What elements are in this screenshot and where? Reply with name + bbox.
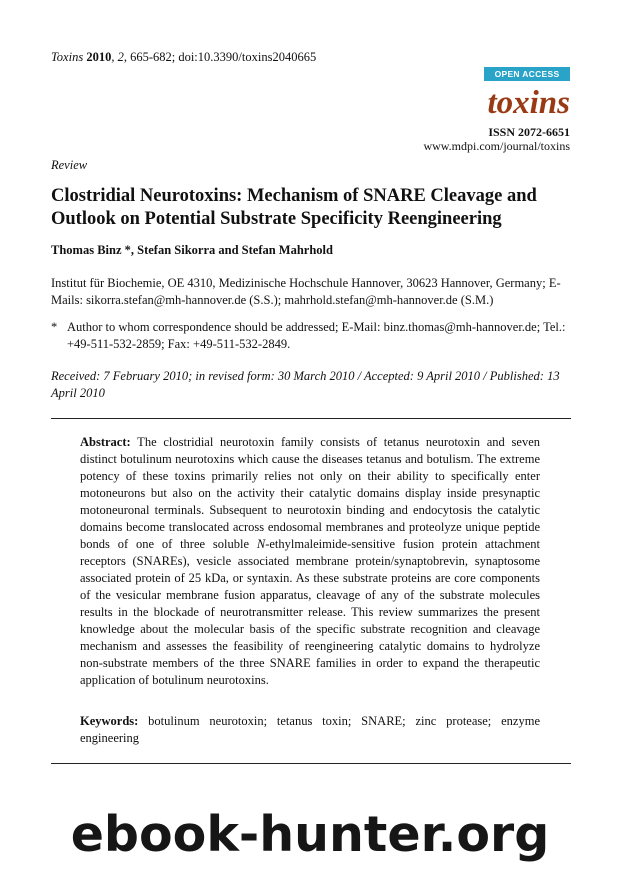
affiliation: Institut für Biochemie, OE 4310, Medizinische Hochschule Hannover, 30623 Hannover, Germany; E-Mails: sikorra.stefan@mh-hannover.de (S.S.); mahrhold.stefan@mh-hannover.de (S.M.): [51, 276, 561, 307]
bottom-divider: [51, 763, 571, 764]
citation-line: Toxins 2010, 2, 665-682; doi:10.3390/toxins2040665: [51, 50, 317, 64]
watermark: ebook-hunter.org: [70, 806, 550, 863]
publication-dates: Received: 7 February 2010; in revised form: 30 March 2010 / Accepted: 9 April 2010 / Published: 13 April 2010: [51, 369, 560, 400]
top-divider: [51, 418, 571, 419]
correspondence-text: Author to whom correspondence should be addressed; E-Mail: binz.thomas@mh-hannover.de; Tel.: +49-511-532-2859; Fax: +49-511-532-2849.: [67, 320, 566, 351]
author-list: Thomas Binz *, Stefan Sikorra and Stefan Mahrhold: [51, 243, 333, 257]
abstract: Abstract: The clostridial neurotoxin family consists of tetanus neurotoxin and seven distinct botulinum neurotoxins which cause the diseases tetanus and botulism. The extreme potency of these toxins primarily relies not only on their ability to specifically enter motoneurons but also on the activity their catalytic domains display inside presynaptic motoneuronal terminals. Subsequent to neurotoxin binding and endocytosis the catalytic domains become translocated across endosomal membranes and proteolyze unique peptide bonds of one of three soluble N-ethylmaleimide-sensitive fusion protein attachment receptors (SNAREs), vesicle associated membrane protein/synaptobrevin, synaptosome associated protein of 25 kDa, or syntaxin. As these substrate proteins are core components of the vesicular membrane fusion apparatus, cleavage of any of the substrate molecules results in the blockade of neurotransmitter release. This review summarizes the present knowledge about the molecular basis of the specific substrate recognition and cleavage mechanism and assesses the feasibility of reengineering catalytic domains to hydrolyze non-substrate members of the three SNARE families in order to expand the therapeutic application of botulinum neurotoxins.: [80, 435, 541, 687]
journal-logo: toxins: [487, 85, 570, 121]
correspondence-star: *: [51, 320, 58, 334]
open-access-badge: OPEN ACCESS: [484, 67, 570, 81]
keywords: Keywords: botulinum neurotoxin; tetanus toxin; SNARE; zinc protease; enzyme engineering: [80, 714, 540, 745]
correspondence-note: [51, 319, 571, 353]
article-title: Clostridial Neurotoxins: Mechanism of SNARE Cleavage and Outlook on Potential Substrate Specificity Reengineering: [51, 186, 537, 229]
journal-url[interactable]: www.mdpi.com/journal/toxins: [423, 139, 570, 153]
keywords-label: Keywords:: [80, 714, 139, 728]
issn: ISSN 2072-6651: [488, 125, 570, 139]
article-type: Review: [51, 158, 88, 172]
abstract-label: Abstract:: [80, 435, 131, 449]
